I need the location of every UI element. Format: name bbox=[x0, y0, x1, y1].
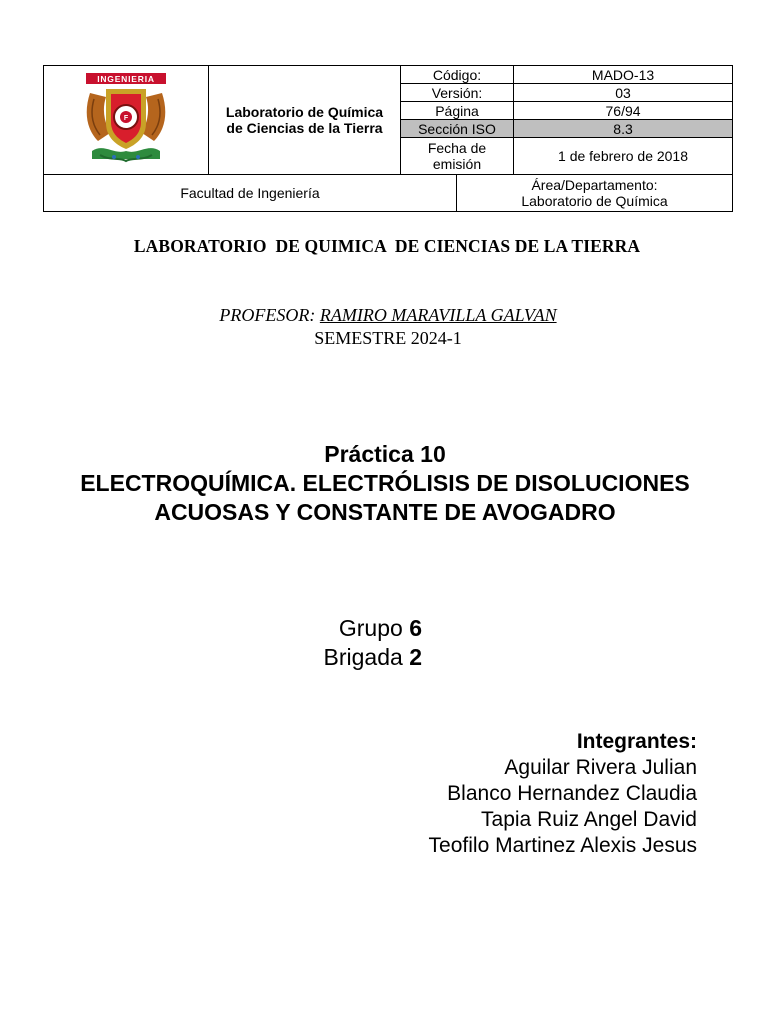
document-header-table bbox=[43, 65, 733, 212]
logo-cell bbox=[44, 66, 209, 175]
lab-heading: LABORATORIO DE QUIMICA DE CIENCIAS DE LA TIERRA bbox=[133, 236, 641, 256]
seccion-iso-label: Sección ISO bbox=[401, 120, 514, 138]
seccion-iso-value: 8.3 bbox=[514, 120, 733, 138]
codigo-label: Código: bbox=[401, 66, 514, 84]
lab-title: Laboratorio de Química de Ciencias de la Tierra bbox=[209, 66, 401, 175]
member-name: Blanco Hernandez Claudia bbox=[447, 782, 697, 805]
profesor-line bbox=[0, 304, 768, 326]
grupo-label: Grupo bbox=[338, 615, 410, 641]
faculty-name: Facultad de Ingeniería bbox=[44, 175, 457, 212]
practica-number: Práctica 10 bbox=[324, 441, 446, 467]
brigada-value: 2 bbox=[409, 644, 422, 670]
brigada-label: Brigada bbox=[323, 644, 410, 670]
fecha-emision-label bbox=[401, 138, 514, 175]
codigo-value: MADO-13 bbox=[514, 66, 733, 84]
semestre: SEMESTRE 2024-1 bbox=[314, 328, 462, 348]
member-name: Aguilar Rivera Julian bbox=[504, 756, 697, 779]
brigada-line bbox=[0, 643, 422, 671]
area-value: Laboratorio de Química bbox=[521, 193, 668, 209]
integrantes-block bbox=[300, 729, 697, 859]
ingenieria-logo bbox=[80, 71, 172, 167]
fecha-emision-value: 1 de febrero de 2018 bbox=[514, 138, 733, 175]
version-label: Versión: bbox=[401, 84, 514, 102]
fecha-label-line1: Fecha de bbox=[427, 140, 487, 156]
profesor-name: RAMIRO MARAVILLA GALVAN bbox=[319, 305, 557, 325]
version-value: 03 bbox=[514, 84, 733, 102]
member-name: Tapia Ruiz Angel David bbox=[481, 808, 697, 831]
integrantes-label: Integrantes: bbox=[576, 730, 697, 753]
area-label: Área/Departamento: bbox=[531, 177, 658, 193]
pagina-value: 76/94 bbox=[514, 102, 733, 120]
svg-text:F: F bbox=[123, 114, 129, 122]
grupo-value: 6 bbox=[409, 615, 422, 641]
fecha-label-line2: emisión bbox=[432, 156, 482, 172]
member-name: Teofilo Martinez Alexis Jesus bbox=[428, 834, 697, 857]
profesor-label: PROFESOR: bbox=[219, 305, 320, 325]
pagina-label: Página bbox=[401, 102, 514, 120]
grupo-line bbox=[0, 614, 422, 642]
practice-title: ELECTROQUÍMICA. ELECTRÓLISIS DE DISOLUCIONES ACUOSAS Y CONSTANTE DE AVOGADRO bbox=[80, 470, 690, 525]
area-departamento bbox=[457, 175, 733, 212]
logo-banner-text: INGENIERIA bbox=[97, 73, 155, 84]
